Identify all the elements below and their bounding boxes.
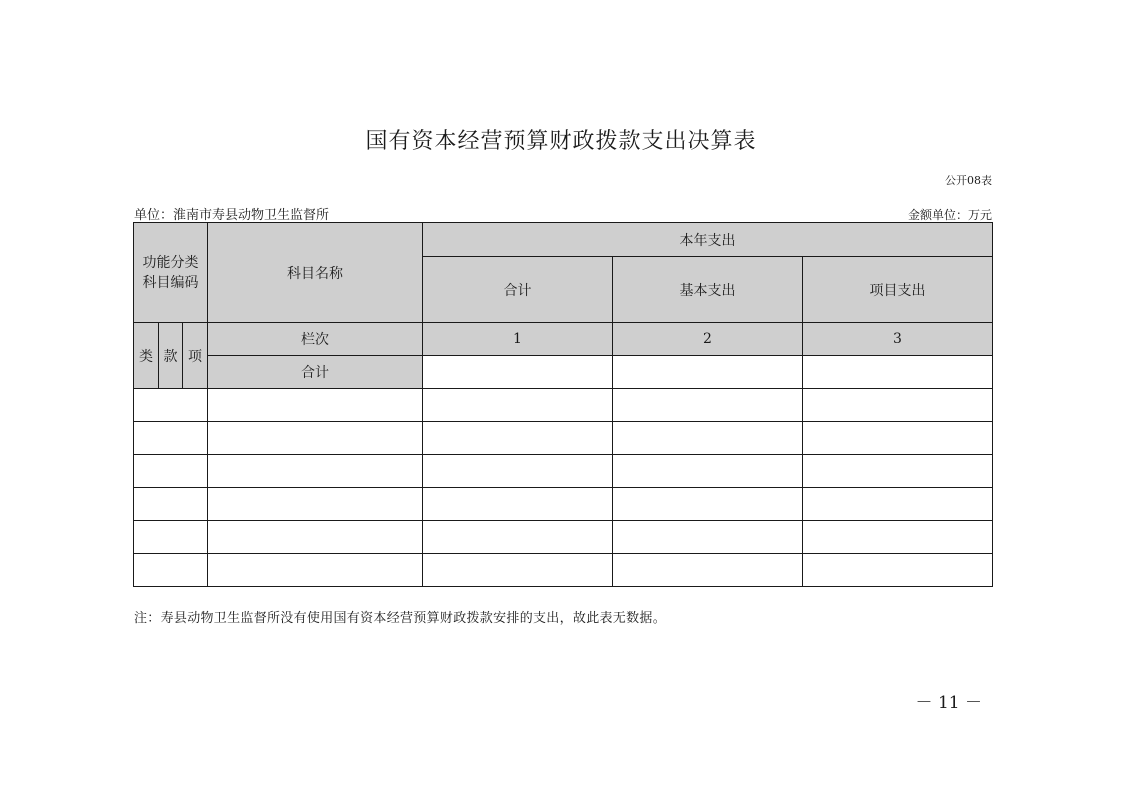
form-code: 公开08表: [945, 174, 992, 187]
table-row: [134, 554, 993, 587]
header-category-code-line2: 科目编码: [142, 274, 199, 291]
total-row-project: [803, 356, 993, 389]
header-current-year-expense: 本年支出: [423, 223, 993, 257]
reporting-unit: 单位：淮南市寿县动物卫生监督所: [134, 208, 330, 223]
row-total: [423, 488, 613, 521]
column-index-2: 2: [613, 323, 803, 356]
column-index-3: 3: [803, 323, 993, 356]
header-item: 项: [183, 323, 208, 389]
total-row-total: [423, 356, 613, 389]
row-name: [208, 488, 423, 521]
row-name: [208, 455, 423, 488]
header-section: 款: [159, 323, 183, 389]
column-index-1: 1: [423, 323, 613, 356]
row-name: [208, 521, 423, 554]
row-total: [423, 389, 613, 422]
header-class: 类: [134, 323, 159, 389]
row-name: [208, 554, 423, 587]
row-project: [803, 455, 993, 488]
header-category-code-line1: 功能分类: [142, 254, 199, 271]
total-row-basic: [613, 356, 803, 389]
row-code: [134, 389, 208, 422]
unit-row: [134, 204, 992, 222]
row-project: [803, 422, 993, 455]
row-basic: [613, 422, 803, 455]
row-total: [423, 521, 613, 554]
row-project: [803, 389, 993, 422]
table-row: [134, 389, 993, 422]
row-code: [134, 455, 208, 488]
row-code: [134, 521, 208, 554]
row-project: [803, 488, 993, 521]
row-project: [803, 554, 993, 587]
row-total: [423, 554, 613, 587]
header-subject-name: 科目名称: [208, 223, 423, 323]
row-basic: [613, 488, 803, 521]
row-total: [423, 455, 613, 488]
header-total: 合计: [423, 257, 613, 323]
table-row: [134, 422, 993, 455]
row-basic: [613, 389, 803, 422]
total-row-label: 合计: [208, 356, 423, 389]
row-code: [134, 554, 208, 587]
row-basic: [613, 521, 803, 554]
amount-unit: 金额单位：万元: [907, 208, 992, 222]
header-basic-expense: 基本支出: [613, 257, 803, 323]
report-title: 国有资本经营预算财政拨款支出决算表: [365, 129, 757, 154]
row-basic: [613, 455, 803, 488]
column-index-label: 栏次: [208, 323, 423, 356]
row-project: [803, 521, 993, 554]
page-number: － 11 －: [915, 693, 982, 713]
table-row: [134, 455, 993, 488]
row-code: [134, 422, 208, 455]
header-project-expense: 项目支出: [803, 257, 993, 323]
footnote: 注：寿县动物卫生监督所没有使用国有资本经营预算财政拨款安排的支出，故此表无数据。: [134, 611, 667, 626]
table-row: [134, 521, 993, 554]
row-name: [208, 422, 423, 455]
row-basic: [613, 554, 803, 587]
header-category-code: [134, 223, 208, 323]
row-total: [423, 422, 613, 455]
row-code: [134, 488, 208, 521]
row-name: [208, 389, 423, 422]
expenditure-table: [133, 222, 993, 587]
table-row: [134, 488, 993, 521]
